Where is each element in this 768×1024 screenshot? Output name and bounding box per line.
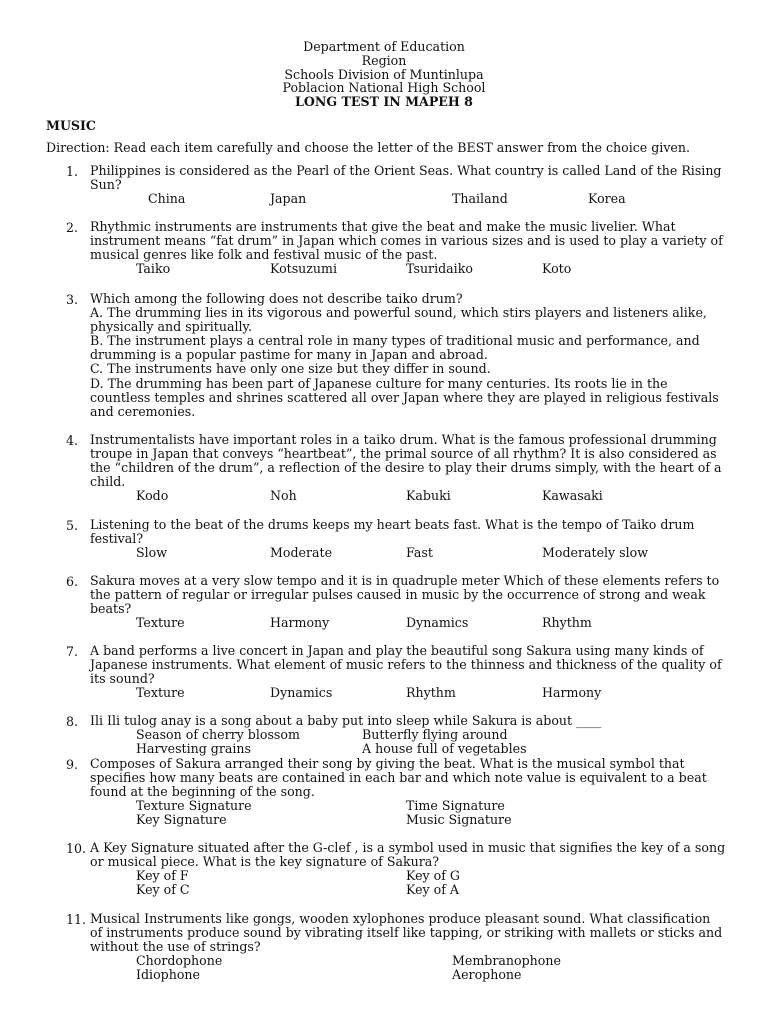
choice: Key of A bbox=[406, 882, 459, 898]
choice-row bbox=[66, 489, 726, 503]
choice: Slow bbox=[136, 545, 168, 561]
question-number: 11. bbox=[66, 912, 87, 927]
choice: Kawasaki bbox=[542, 488, 603, 504]
question-2 bbox=[66, 220, 726, 276]
choice: Key of G bbox=[406, 868, 460, 884]
choice: Rhythm bbox=[406, 685, 456, 701]
choice-row bbox=[66, 742, 726, 756]
option-a: A. The drumming lies in its vigorous and powerful sound, which stirs players and listeners alike, physically and spiritually. bbox=[90, 305, 707, 335]
choice: Korea bbox=[588, 191, 626, 207]
question-7 bbox=[66, 644, 726, 700]
question-stem: Composes of Sakura arranged their song by giving the beat. What is the musical symbol that specifies how many beats are contained in each bar and which note value is equivalent to a beat found at the beginning of the song. bbox=[90, 756, 707, 800]
question-stem: Rhythmic instruments are instruments that give the beat and make the music livelier. What instrument means “fat drum” in Japan which comes in various sizes and is used to play a variety of musical genres like folk and festival music of the past. bbox=[90, 219, 723, 263]
choice-row bbox=[66, 686, 726, 700]
choice: Dynamics bbox=[406, 615, 469, 631]
choice: Key Signature bbox=[136, 812, 227, 828]
question-number: 3. bbox=[66, 292, 79, 307]
question-1 bbox=[66, 164, 726, 206]
school-line: Poblacion National High School bbox=[282, 80, 486, 96]
question-stem: Philippines is considered as the Pearl of the Orient Seas. What country is called Land of the Rising Sun? bbox=[90, 163, 722, 193]
question-number: 1. bbox=[66, 164, 79, 179]
question-number: 10. bbox=[66, 841, 87, 856]
choice: Rhythm bbox=[542, 615, 592, 631]
choice: Thailand bbox=[452, 191, 508, 207]
choice: Texture bbox=[136, 685, 185, 701]
choice: Kodo bbox=[136, 488, 169, 504]
question-10 bbox=[66, 841, 726, 897]
question-stem: Ili Ili tulog anay is a song about a baby put into sleep while Sakura is about ____ bbox=[90, 713, 602, 728]
choice: Season of cherry blossom bbox=[136, 727, 300, 743]
question-4 bbox=[66, 433, 726, 503]
choice: Key of F bbox=[136, 868, 189, 884]
choice: Membranophone bbox=[452, 953, 561, 969]
choice-row bbox=[66, 728, 726, 742]
choice: Harmony bbox=[270, 615, 330, 631]
document-header bbox=[0, 40, 768, 109]
question-stem: Musical Instruments like gongs, wooden xylophones produce pleasant sound. What classification of instruments produce sound by vibrating itself like tapping, or striking with mallets or sticks and without the use of strings? bbox=[90, 911, 723, 955]
question-stem: A Key Signature situated after the G-clef , is a symbol used in music that signifies the key of a song or musical piece. What is the key signature of Sakura? bbox=[90, 840, 726, 870]
question-9 bbox=[66, 757, 726, 827]
choice: Koto bbox=[542, 261, 572, 277]
choice-row bbox=[66, 813, 726, 827]
choice: Harvesting grains bbox=[136, 741, 251, 757]
question-stem: Which among the following does not describe taiko drum? bbox=[90, 291, 463, 306]
question-number: 7. bbox=[66, 644, 79, 659]
choice: Key of C bbox=[136, 882, 190, 898]
choice: Taiko bbox=[136, 261, 171, 277]
question-stem: Instrumentalists have important roles in a taiko drum. What is the famous professional drumming troupe in Japan that conveys “heartbeat”, the primal source of all rhythm? It is also considered as the “children of the drum”, a reflection of the desire to play their drums simply, with the heart of a child. bbox=[90, 432, 722, 490]
question-number: 2. bbox=[66, 220, 79, 235]
choice: China bbox=[148, 191, 186, 207]
question-3 bbox=[66, 292, 726, 419]
test-title: LONG TEST IN MAPEH 8 bbox=[295, 94, 473, 110]
choice: Music Signature bbox=[406, 812, 512, 828]
question-stem: Sakura moves at a very slow tempo and it is in quadruple meter Which of these elements refers to the pattern of regular or irregular pulses caused in music by the occurrence of strong and weak beats? bbox=[90, 573, 720, 617]
question-8 bbox=[66, 714, 726, 756]
region-line: Region bbox=[361, 52, 407, 68]
choice: Moderately slow bbox=[542, 545, 649, 561]
question-stem: A band performs a live concert in Japan and play the beautiful song Sakura using many kinds of Japanese instruments. What element of music refers to the thinness and thickness of the quality of its sound? bbox=[90, 643, 722, 687]
choice: Texture Signature bbox=[136, 798, 252, 814]
option-c: C. The instruments have only one size but they differ in sound. bbox=[90, 361, 491, 377]
choice-row bbox=[66, 968, 726, 982]
choice: Texture bbox=[136, 615, 185, 631]
choice: Tsuridaiko bbox=[406, 261, 473, 277]
question-number: 9. bbox=[66, 757, 79, 772]
option-d: D. The drumming has been part of Japanese culture for many centuries. Its roots lie in the countless temples and shrines scattered all over Japan where they are played in religious festivals and ceremonies. bbox=[90, 375, 719, 419]
direction-text: Direction: Read each item carefully and choose the letter of the BEST answer from the choice given. bbox=[46, 140, 691, 155]
question-5 bbox=[66, 518, 726, 560]
choice-row bbox=[66, 869, 726, 883]
choice: Kotsuzumi bbox=[270, 261, 338, 277]
choice: Fast bbox=[406, 545, 433, 561]
question-stem: Listening to the beat of the drums keeps my heart beats fast. What is the tempo of Taiko drum festival? bbox=[90, 517, 695, 547]
question-number: 8. bbox=[66, 714, 79, 729]
question-6 bbox=[66, 574, 726, 630]
option-b: B. The instrument plays a central role in many types of traditional music and performance, and drumming is a popular pastime for many in Japan and abroad. bbox=[90, 333, 700, 363]
choice-row bbox=[66, 799, 726, 813]
choice: Japan bbox=[270, 191, 307, 207]
choice: Chordophone bbox=[136, 953, 223, 969]
choice: Time Signature bbox=[406, 798, 505, 814]
choice-row bbox=[66, 546, 726, 560]
choice: Butterfly flying around bbox=[362, 727, 508, 743]
choice-row bbox=[66, 954, 726, 968]
choice-row bbox=[66, 192, 726, 206]
choice: A house full of vegetables bbox=[362, 741, 527, 757]
choice-row bbox=[66, 616, 726, 630]
question-number: 5. bbox=[66, 518, 79, 533]
choice: Aerophone bbox=[452, 967, 522, 983]
section-title: MUSIC bbox=[46, 118, 96, 133]
choice: Moderate bbox=[270, 545, 333, 561]
choice: Dynamics bbox=[270, 685, 333, 701]
choice-row bbox=[66, 883, 726, 897]
division-line: Schools Division of Muntinlupa bbox=[284, 66, 484, 82]
choice: Harmony bbox=[542, 685, 602, 701]
question-number: 4. bbox=[66, 433, 79, 448]
choice-row bbox=[66, 262, 726, 276]
choice: Noh bbox=[270, 488, 297, 504]
question-11 bbox=[66, 912, 726, 982]
department-line: Department of Education bbox=[303, 39, 465, 54]
choice: Kabuki bbox=[406, 488, 451, 504]
choice: Idiophone bbox=[136, 967, 200, 983]
question-number: 6. bbox=[66, 574, 79, 589]
